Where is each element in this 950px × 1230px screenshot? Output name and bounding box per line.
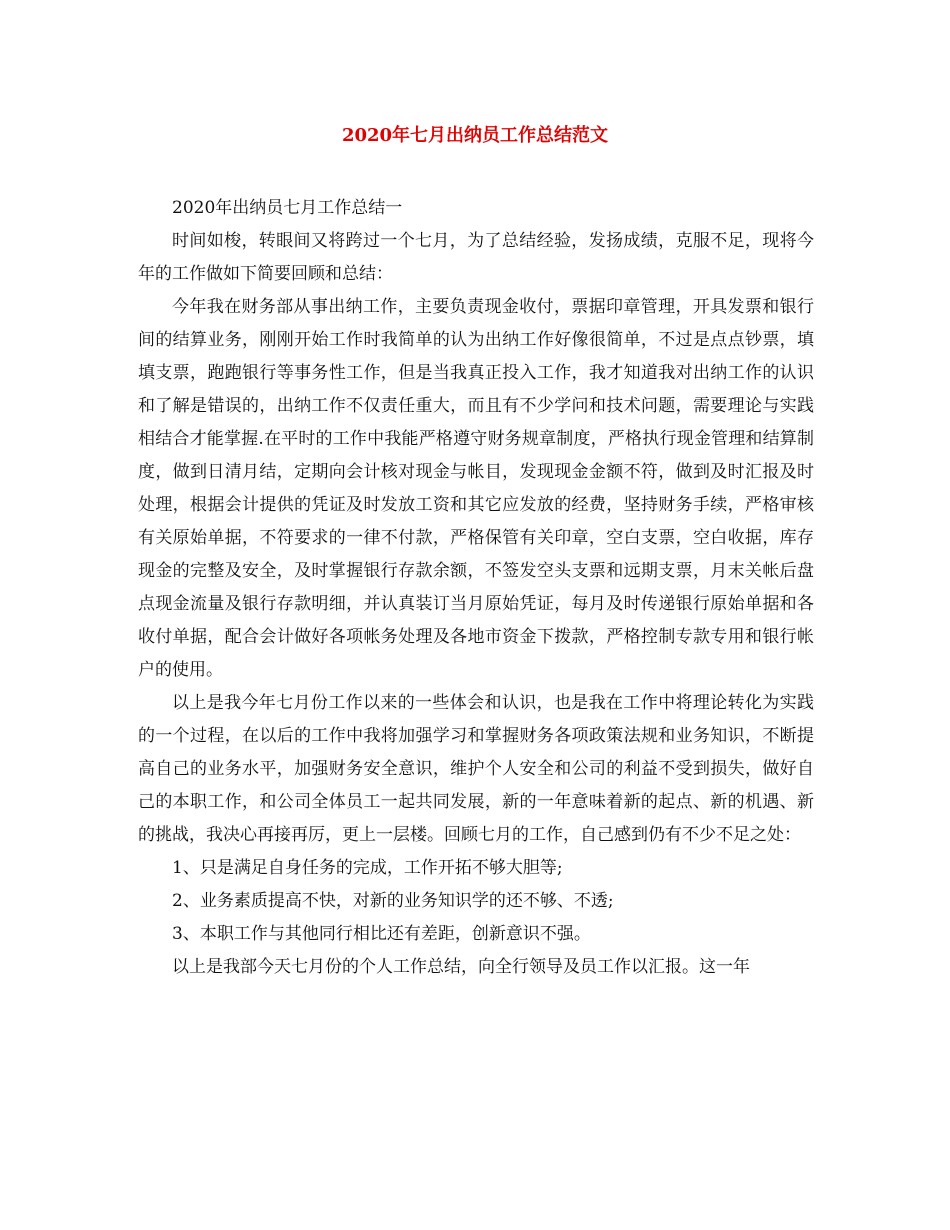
intro-paragraph: 时间如梭，转眼间又将跨过一个七月，为了总结经验，发扬成绩，克服不足，现将今年的工作做如下简要回顾和总结： [138, 231, 814, 284]
closing-paragraph: 以上是我部今天七月份的个人工作总结，向全行领导及员工作以汇报。这一年 [172, 957, 750, 977]
reflection-paragraph: 以上是我今年七月份工作以来的一些体会和认识，也是我在工作中将理论转化为实践的一个过程，在以后的工作中我将加强学习和掌握财务各项政策法规和业务知识，不断提高自己的业务水平，加强财务安全意识，维护个人安全和公司的利益不受到损失，做好自己的本职工作，和公司全体员工一起共同发展，新的一年意味着新的起点、新的机遇、新的挑战，我决心再接再厉，更上一层楼。回顾七月的工作，自己感到仍有不少不足之处： [138, 693, 814, 845]
section-heading: 2020年出纳员七月工作总结一 [172, 198, 403, 218]
document-title: 2020年七月出纳员工作总结范文 [341, 125, 609, 146]
shortcoming-item-3: 3、本职工作与其他同行相比还有差距，创新意识不强。 [172, 924, 591, 944]
document-body [138, 192, 814, 984]
work-description-paragraph: 今年我在财务部从事出纳工作，主要负责现金收付，票据印章管理，开具发票和银行间的结算业务，刚刚开始工作时我简单的认为出纳工作好像很简单，不过是点点钞票，填填支票，跑跑银行等事务性工作，但是当我真正投入工作，我才知道我对出纳工作的认识和了解是错误的，出纳工作不仅责任重大，而且有不少学问和技术问题，需要理论与实践相结合才能掌握.在平时的工作中我能严格遵守财务规章制度，严格执行现金管理和结算制度，做到日清月结，定期向会计核对现金与帐目，发现现金金额不符，做到及时汇报及时处理，根据会计提供的凭证及时发放工资和其它应发放的经费，坚持财务手续，严格审核有关原始单据，不符要求的一律不付款，严格保管有关印章，空白支票，空白收据，库存现金的完整及安全，及时掌握银行存款余额，不签发空头支票和远期支票，月末关帐后盘点现金流量及银行存款明细，并认真装订当月原始凭证，每月及时传递银行原始单据和各收付单据，配合会计做好各项帐务处理及各地市资金下拨款，严格控制专款专用和银行帐户的使用。 [138, 297, 814, 680]
shortcoming-item-1: 1、只是满足自身任务的完成，工作开拓不够大胆等; [172, 858, 563, 878]
shortcoming-item-2: 2、业务素质提高不快，对新的业务知识学的还不够、不透; [172, 891, 614, 911]
